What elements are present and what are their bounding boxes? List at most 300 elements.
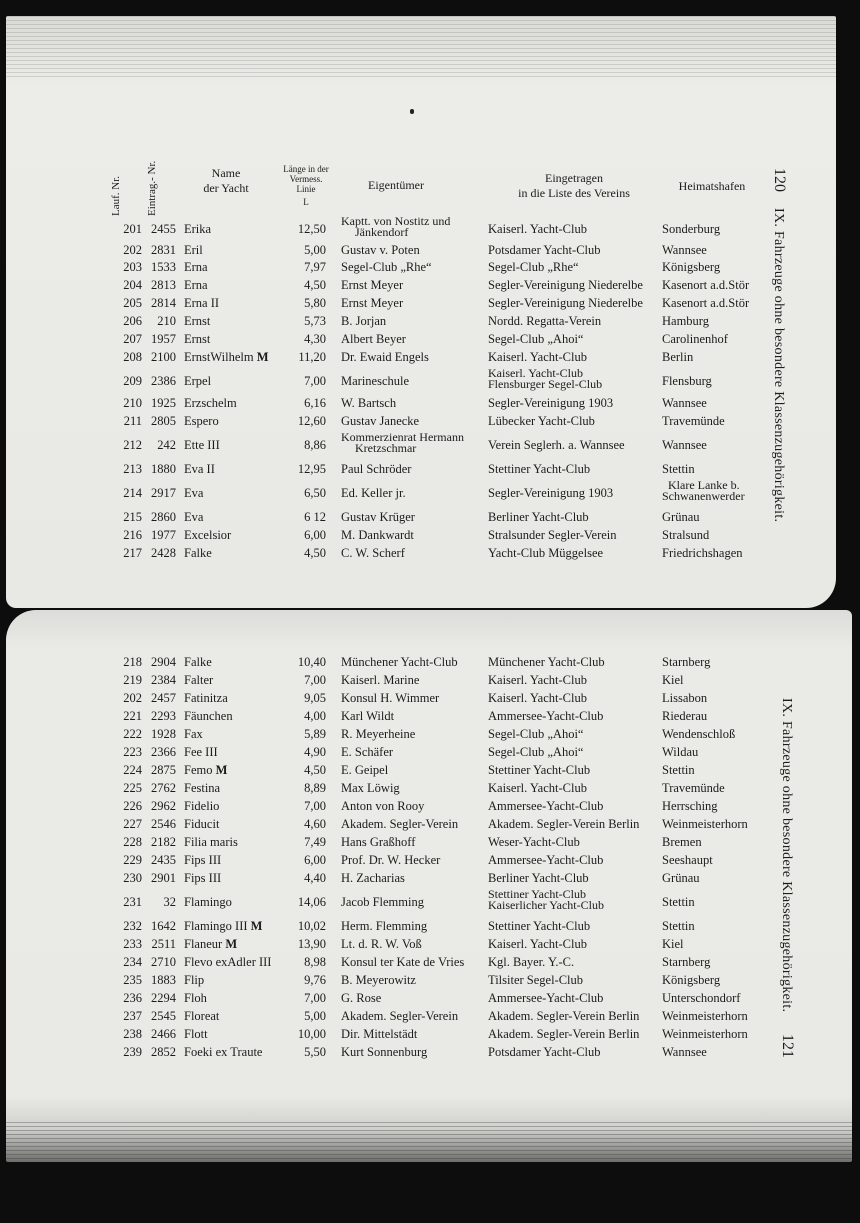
- owner: M. Dankwardt: [341, 528, 414, 542]
- eintrag-nr: 2511: [151, 937, 176, 951]
- yacht-name: Flamingo: [184, 895, 232, 909]
- yacht-name: Erika: [184, 222, 212, 236]
- owner: Konsul ter Kate de Vries: [341, 955, 465, 969]
- lauf-nr: 212: [123, 438, 142, 452]
- club: Nordd. Regatta-Verein: [488, 314, 602, 328]
- heimatshafen: Travemünde: [662, 414, 725, 428]
- yacht-name: Falke: [184, 655, 212, 669]
- laenge-value: 5,89: [304, 727, 326, 741]
- club: Kaiserl. Yacht-Club: [488, 781, 587, 795]
- header-club-line1: Eingetragen: [545, 171, 603, 185]
- club: Stettiner Yacht-Club: [488, 462, 591, 476]
- eintrag-nr: 1925: [151, 396, 176, 410]
- club: Lübecker Yacht-Club: [488, 414, 595, 428]
- yacht-name: Erna: [184, 278, 208, 292]
- laenge-value: 9,76: [304, 973, 326, 987]
- lauf-nr: 216: [123, 528, 142, 542]
- club: Segler-Vereinigung Niederelbe: [488, 278, 643, 292]
- club: Berliner Yacht-Club: [488, 871, 589, 885]
- lauf-nr: 210: [123, 396, 142, 410]
- yacht-name: Erna: [184, 260, 208, 274]
- yacht-name: Floreat: [184, 1009, 220, 1023]
- owner: Lt. d. R. W. Voß: [341, 937, 422, 951]
- laenge-value: 5,80: [304, 296, 326, 310]
- eintrag-nr: 2860: [151, 510, 176, 524]
- eintrag-nr: 2917: [151, 486, 176, 500]
- lauf-nr: 203: [123, 260, 142, 274]
- lauf-nr: 214: [123, 486, 142, 500]
- yacht-name: Eril: [184, 243, 203, 257]
- owner: B. Jorjan: [341, 314, 387, 328]
- yacht-name: Flaneur M: [184, 937, 238, 951]
- club: Tilsiter Segel-Club: [488, 973, 584, 987]
- laenge-value: 10,02: [297, 919, 326, 933]
- top-page: [6, 16, 836, 608]
- laenge-value: 10,00: [297, 1027, 326, 1041]
- lauf-nr: 224: [123, 763, 142, 777]
- club: Akadem. Segler-Verein Berlin: [488, 1009, 640, 1023]
- yacht-name: Erna II: [184, 296, 220, 310]
- owner-line2: Jänkendorf: [355, 225, 409, 239]
- header-laenge-line4: L: [303, 197, 309, 207]
- lauf-nr: 232: [123, 919, 142, 933]
- laenge-value: 4,00: [304, 709, 326, 723]
- lauf-nr: 219: [123, 673, 142, 687]
- lauf-nr: 236: [123, 991, 142, 1005]
- owner: Ed. Keller jr.: [341, 486, 406, 500]
- eintrag-nr: 2762: [151, 781, 176, 795]
- yacht-name: Festina: [184, 781, 221, 795]
- heimatshafen: Wannsee: [662, 243, 707, 257]
- heimatshafen: Stettin: [662, 919, 695, 933]
- yacht-name: Fäunchen: [184, 709, 233, 723]
- eintrag-nr: 1883: [151, 973, 176, 987]
- lauf-nr: 239: [123, 1045, 142, 1059]
- owner: Kaptt. von Nostitz und: [341, 214, 451, 228]
- page-edge-lines: [6, 16, 836, 80]
- club-line2: Flensburger Segel-Club: [488, 377, 603, 391]
- laenge-value: 6,16: [304, 396, 326, 410]
- section-side-title: IX. Fahrzeuge ohne besondere Klassenzugehörigkeit.: [771, 208, 786, 523]
- laenge-value: 12,60: [297, 414, 326, 428]
- owner: G. Rose: [341, 991, 382, 1005]
- yacht-name: Fiducit: [184, 817, 220, 831]
- header-laenge-line3: Linie: [296, 184, 316, 194]
- owner: Konsul H. Wimmer: [341, 691, 440, 705]
- heimatshafen: Wannsee: [662, 1045, 707, 1059]
- yacht-name: Ernst: [184, 314, 211, 328]
- club: Stettiner Yacht-Club: [488, 919, 591, 933]
- motor-marker: M: [222, 937, 238, 951]
- lauf-nr: 225: [123, 781, 142, 795]
- club-line2: Kaiserlicher Yacht-Club: [488, 898, 604, 912]
- owner: Max Löwig: [341, 781, 400, 795]
- laenge-value: 8,86: [304, 438, 326, 452]
- club: Potsdamer Yacht-Club: [488, 243, 601, 257]
- laenge-value: 8,89: [304, 781, 326, 795]
- yacht-name: Fips III: [184, 871, 222, 885]
- lauf-nr: 202: [123, 691, 142, 705]
- yacht-name: Filia maris: [184, 835, 238, 849]
- heimatshafen: Kiel: [662, 673, 684, 687]
- laenge-value: 4,30: [304, 332, 326, 346]
- yacht-name: Falke: [184, 546, 212, 560]
- laenge-value: 6 12: [304, 510, 326, 524]
- motor-marker: M: [212, 763, 228, 777]
- eintrag-nr: 2386: [151, 374, 176, 388]
- owner: Jacob Flemming: [341, 895, 424, 909]
- club: Verein Seglerh. a. Wannsee: [488, 438, 625, 452]
- laenge-value: 9,05: [304, 691, 326, 705]
- bottom-page: [6, 610, 852, 1162]
- eintrag-nr: 2831: [151, 243, 176, 257]
- lauf-nr: 226: [123, 799, 142, 813]
- heimatshafen: Wannsee: [662, 396, 707, 410]
- owner: Marineschule: [341, 374, 410, 388]
- laenge-value: 7,00: [304, 991, 326, 1005]
- heimatshafen: Hamburg: [662, 314, 709, 328]
- lauf-nr: 228: [123, 835, 142, 849]
- club: Münchener Yacht-Club: [488, 655, 605, 669]
- club: Akadem. Segler-Verein Berlin: [488, 1027, 640, 1041]
- owner: Kaiserl. Marine: [341, 673, 420, 687]
- club: Kaiserl. Yacht-Club: [488, 937, 587, 951]
- lauf-nr: 233: [123, 937, 142, 951]
- header-hafen: Heimatshafen: [678, 179, 746, 193]
- heimatshafen: Stettin: [662, 462, 695, 476]
- yacht-name: Flamingo III M: [184, 919, 263, 933]
- owner: Gustav v. Poten: [341, 243, 420, 257]
- club: Stettiner Yacht-Club: [488, 763, 591, 777]
- eintrag-nr: 1957: [151, 332, 176, 346]
- club: Ammersee-Yacht-Club: [488, 991, 604, 1005]
- header-laenge: [268, 164, 344, 207]
- header-name-line1: Name: [211, 166, 241, 180]
- yacht-name: Foeki ex Traute: [184, 1045, 263, 1059]
- heimatshafen: Herrsching: [662, 799, 718, 813]
- yacht-name: Femo M: [184, 763, 228, 777]
- owner: C. W. Scherf: [341, 546, 405, 560]
- club: Kaiserl. Yacht-Club: [488, 350, 587, 364]
- laenge-value: 8,98: [304, 955, 326, 969]
- heimatshafen: Grünau: [662, 871, 700, 885]
- lauf-nr: 204: [123, 278, 142, 292]
- laenge-value: 14,06: [297, 895, 326, 909]
- section-side-title: IX. Fahrzeuge ohne besondere Klassenzugehörigkeit.: [779, 698, 794, 1013]
- owner: R. Meyerheine: [341, 727, 416, 741]
- yacht-name: Erpel: [184, 374, 212, 388]
- lauf-nr: 215: [123, 510, 142, 524]
- owner-line2: Kretzschmar: [355, 441, 417, 455]
- eintrag-nr: 2435: [151, 853, 176, 867]
- heimatshafen: Berlin: [662, 350, 694, 364]
- header-laenge-line1: Länge in der: [283, 164, 329, 174]
- laenge-value: 7,97: [304, 260, 326, 274]
- eintrag-nr: 32: [163, 895, 176, 909]
- eintrag-nr: 1928: [151, 727, 176, 741]
- laenge-value: 4,40: [304, 871, 326, 885]
- eintrag-nr: 1977: [151, 528, 176, 542]
- heimatshafen: Wannsee: [662, 438, 707, 452]
- club: Segel-Club „Ahoi“: [488, 727, 584, 741]
- lauf-nr: 229: [123, 853, 142, 867]
- owner: Ernst Meyer: [341, 296, 404, 310]
- lauf-nr: 223: [123, 745, 142, 759]
- yacht-name: Eva II: [184, 462, 215, 476]
- page-number-120: 120: [771, 168, 788, 192]
- club: Yacht-Club Müggelsee: [488, 546, 604, 560]
- heimatshafen: Flensburg: [662, 374, 712, 388]
- heimatshafen: Travemünde: [662, 781, 725, 795]
- eintrag-nr: 1533: [151, 260, 176, 274]
- laenge-value: 10,40: [297, 655, 326, 669]
- motor-marker: M: [247, 919, 263, 933]
- eintrag-nr: 2901: [151, 871, 176, 885]
- laenge-value: 6,00: [304, 528, 326, 542]
- club: Ammersee-Yacht-Club: [488, 709, 604, 723]
- header-lauf: Lauf. Nr.: [110, 175, 122, 216]
- owner: Akadem. Segler-Verein: [341, 817, 459, 831]
- lauf-nr: 205: [123, 296, 142, 310]
- yacht-name: ErnstWilhelm M: [184, 350, 269, 364]
- laenge-value: 4,60: [304, 817, 326, 831]
- yacht-name: Eva: [184, 510, 204, 524]
- heimatshafen: Kasenort a.d.Stör: [662, 296, 750, 310]
- lauf-nr: 209: [123, 374, 142, 388]
- owner: W. Bartsch: [341, 396, 397, 410]
- eintrag-nr: 2457: [151, 691, 176, 705]
- club: Ammersee-Yacht-Club: [488, 853, 604, 867]
- lauf-nr: 237: [123, 1009, 142, 1023]
- header-laenge-line2: Vermess.: [289, 174, 323, 184]
- yacht-name: Fidelio: [184, 799, 220, 813]
- eintrag-nr: 2545: [151, 1009, 176, 1023]
- lauf-nr: 218: [123, 655, 142, 669]
- owner: Gustav Krüger: [341, 510, 415, 524]
- yacht-name: Fax: [184, 727, 203, 741]
- heimatshafen: Wendenschloß: [662, 727, 736, 741]
- owner: B. Meyerowitz: [341, 973, 416, 987]
- laenge-value: 4,50: [304, 546, 326, 560]
- club: Segler-Vereinigung 1903: [488, 486, 614, 500]
- laenge-value: 11,20: [298, 350, 326, 364]
- lauf-nr: 227: [123, 817, 142, 831]
- laenge-value: 13,90: [297, 937, 326, 951]
- ink-dot: [410, 109, 414, 114]
- eintrag-nr: 2294: [151, 991, 176, 1005]
- heimatshafen: Weinmeisterhorn: [662, 1027, 748, 1041]
- owner: H. Zacharias: [341, 871, 405, 885]
- eintrag-nr: 1642: [151, 919, 176, 933]
- eintrag-nr: 2455: [151, 222, 176, 236]
- laenge-value: 6,50: [304, 486, 326, 500]
- owner: Hans Graßhoff: [341, 835, 416, 849]
- yacht-name: Erzschelm: [184, 396, 237, 410]
- lauf-nr: 208: [123, 350, 142, 364]
- heimatshafen: Starnberg: [662, 655, 711, 669]
- lauf-nr: 206: [123, 314, 142, 328]
- page-edge-lines: [6, 1122, 852, 1162]
- laenge-value: 7,00: [304, 799, 326, 813]
- owner: Herm. Flemming: [341, 919, 428, 933]
- lauf-nr: 231: [123, 895, 142, 909]
- yacht-name: Floh: [184, 991, 207, 1005]
- lauf-nr: 221: [123, 709, 142, 723]
- heimatshafen: Starnberg: [662, 955, 711, 969]
- owner: Gustav Janecke: [341, 414, 420, 428]
- heimatshafen: Bremen: [662, 835, 702, 849]
- eintrag-nr: 2814: [151, 296, 176, 310]
- owner: Münchener Yacht-Club: [341, 655, 458, 669]
- owner: Paul Schröder: [341, 462, 412, 476]
- yacht-name: Flip: [184, 973, 205, 987]
- yacht-name: Fips III: [184, 853, 222, 867]
- eintrag-nr: 2875: [151, 763, 176, 777]
- lauf-nr: 217: [123, 546, 142, 560]
- heimatshafen: Friedrichshagen: [662, 546, 743, 560]
- owner: E. Schäfer: [341, 745, 394, 759]
- heimatshafen: Lissabon: [662, 691, 708, 705]
- yacht-name: Eva: [184, 486, 204, 500]
- club: Stettiner Yacht-Club: [488, 887, 586, 901]
- header-owner: Eigentümer: [368, 178, 424, 192]
- heimatshafen: Stettin: [662, 763, 695, 777]
- laenge-value: 7,49: [304, 835, 326, 849]
- owner: Kurt Sonnenburg: [341, 1045, 428, 1059]
- laenge-value: 12,95: [297, 462, 326, 476]
- heimatshafen: Königsberg: [662, 973, 721, 987]
- eintrag-nr: 2100: [151, 350, 176, 364]
- motor-marker: M: [253, 350, 269, 364]
- yacht-name: Falter: [184, 673, 214, 687]
- heimatshafen: Wildau: [662, 745, 699, 759]
- owner: Akadem. Segler-Verein: [341, 1009, 459, 1023]
- club: Kaiserl. Yacht-Club: [488, 673, 587, 687]
- laenge-value: 5,50: [304, 1045, 326, 1059]
- heimatshafen: Seeshaupt: [662, 853, 713, 867]
- club: Segler-Vereinigung Niederelbe: [488, 296, 643, 310]
- laenge-value: 4,50: [304, 763, 326, 777]
- eintrag-nr: 242: [157, 438, 176, 452]
- lauf-nr: 202: [123, 243, 142, 257]
- heimatshafen: Unterschondorf: [662, 991, 741, 1005]
- yacht-name: Espero: [184, 414, 219, 428]
- laenge-value: 5,00: [304, 1009, 326, 1023]
- owner: Segel-Club „Rhe“: [341, 260, 432, 274]
- header-name-line2: der Yacht: [203, 181, 249, 195]
- club: Segel-Club „Ahoi“: [488, 745, 584, 759]
- yacht-name: Flott: [184, 1027, 208, 1041]
- club: Potsdamer Yacht-Club: [488, 1045, 601, 1059]
- eintrag-nr: 1880: [151, 462, 176, 476]
- club: Kaiserl. Yacht-Club: [488, 222, 587, 236]
- owner: Albert Beyer: [341, 332, 406, 346]
- header-club: [494, 171, 654, 201]
- heimatshafen: Carolinenhof: [662, 332, 728, 346]
- yacht-name: Fee III: [184, 745, 218, 759]
- club: Kaiserl. Yacht-Club: [488, 691, 587, 705]
- owner: Karl Wildt: [341, 709, 395, 723]
- eintrag-nr: 2366: [151, 745, 176, 759]
- owner: Prof. Dr. W. Hecker: [341, 853, 441, 867]
- eintrag-nr: 210: [157, 314, 176, 328]
- heimatshafen: Klare Lanke b.: [668, 478, 740, 492]
- owner: Dr. Ewaid Engels: [341, 350, 429, 364]
- yacht-name: Excelsior: [184, 528, 232, 542]
- eintrag-nr: 2813: [151, 278, 176, 292]
- club: Ammersee-Yacht-Club: [488, 799, 604, 813]
- heimatshafen: Riederau: [662, 709, 708, 723]
- eintrag-nr: 2384: [151, 673, 176, 687]
- heimatshafen: Kiel: [662, 937, 684, 951]
- owner: Dir. Mittelstädt: [341, 1027, 418, 1041]
- lauf-nr: 213: [123, 462, 142, 476]
- yacht-name: Flevo exAdler III: [184, 955, 272, 969]
- eintrag-nr: 2293: [151, 709, 176, 723]
- lauf-nr: 235: [123, 973, 142, 987]
- laenge-value: 4,50: [304, 278, 326, 292]
- heimatshafen: Stralsund: [662, 528, 710, 542]
- club: Berliner Yacht-Club: [488, 510, 589, 524]
- header-club-line2: in die Liste des Vereins: [518, 186, 630, 200]
- lauf-nr: 234: [123, 955, 142, 969]
- club: Kgl. Bayer. Y.-C.: [488, 955, 575, 969]
- club: Weser-Yacht-Club: [488, 835, 580, 849]
- laenge-value: 12,50: [297, 222, 326, 236]
- eintrag-nr: 2182: [151, 835, 176, 849]
- heimatshafen: Kasenort a.d.Stör: [662, 278, 750, 292]
- header-eintrag: Eintrag.- Nr.: [146, 160, 158, 216]
- laenge-value: 7,00: [304, 673, 326, 687]
- laenge-value: 5,00: [304, 243, 326, 257]
- heimatshafen-line2: Schwanenwerder: [662, 489, 745, 503]
- lauf-nr: 207: [123, 332, 142, 346]
- laenge-value: 7,00: [304, 374, 326, 388]
- eintrag-nr: 2546: [151, 817, 176, 831]
- club: Segler-Vereinigung 1903: [488, 396, 614, 410]
- laenge-value: 4,90: [304, 745, 326, 759]
- club: Segel-Club „Ahoi“: [488, 332, 584, 346]
- header-name: [186, 166, 266, 196]
- heimatshafen: Weinmeisterhorn: [662, 1009, 748, 1023]
- yacht-name: Fatinitza: [184, 691, 228, 705]
- lauf-nr: 238: [123, 1027, 142, 1041]
- club: Kaiserl. Yacht-Club: [488, 366, 583, 380]
- eintrag-nr: 2904: [151, 655, 176, 669]
- yacht-name: Ernst: [184, 332, 211, 346]
- owner: E. Geipel: [341, 763, 389, 777]
- heimatshafen: Königsberg: [662, 260, 721, 274]
- yacht-name: Ette III: [184, 438, 220, 452]
- eintrag-nr: 2962: [151, 799, 176, 813]
- eintrag-nr: 2852: [151, 1045, 176, 1059]
- owner: Kommerzienrat Hermann: [341, 430, 464, 444]
- page-number-121: 121: [779, 1034, 796, 1058]
- eintrag-nr: 2805: [151, 414, 176, 428]
- club: Akadem. Segler-Verein Berlin: [488, 817, 640, 831]
- heimatshafen: Sonderburg: [662, 222, 721, 236]
- heimatshafen: Grünau: [662, 510, 700, 524]
- lauf-nr: 201: [123, 222, 142, 236]
- heimatshafen: Weinmeisterhorn: [662, 817, 748, 831]
- eintrag-nr: 2428: [151, 546, 176, 560]
- lauf-nr: 211: [123, 414, 142, 428]
- club: Stralsunder Segler-Verein: [488, 528, 617, 542]
- laenge-value: 5,73: [304, 314, 326, 328]
- club: Segel-Club „Rhe“: [488, 260, 579, 274]
- eintrag-nr: 2466: [151, 1027, 176, 1041]
- heimatshafen: Stettin: [662, 895, 695, 909]
